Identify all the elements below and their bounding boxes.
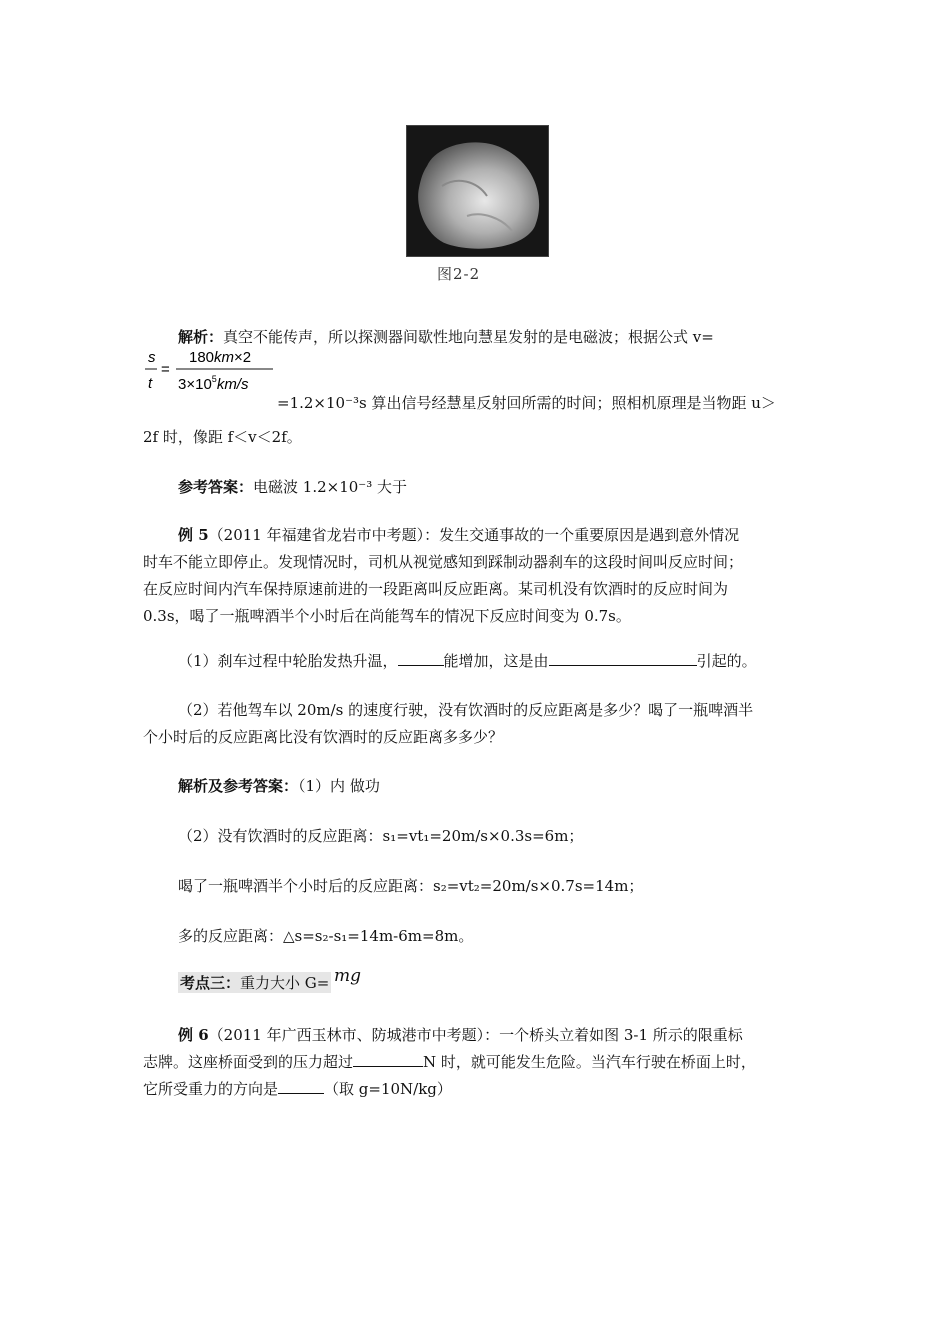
answer-label: 参考答案：	[178, 478, 254, 496]
answer5-label: 解析及参考答案：	[178, 777, 299, 795]
section-text: 重力大小 G=	[240, 974, 330, 992]
analysis-line-3: 2f 时，像距 f＜v＜2f。	[143, 428, 302, 446]
analysis-paragraph	[178, 326, 714, 347]
formula-eq: =	[161, 361, 170, 378]
comet-nucleus-graphic	[407, 126, 548, 256]
example6-line-3: 它所受重力的方向是 （取 g=10N/kg）	[143, 1080, 452, 1098]
answer5-line-4: 多的反应距离：△s=s₂-s₁=14m-6m=8m。	[178, 927, 474, 945]
formula-denominator: $3\times 10^5km/s$	[178, 374, 249, 393]
figure-caption: 图2-2	[437, 265, 481, 283]
formula-t: t	[148, 375, 153, 392]
question-2-line-1: （2）若他驾车以 20m/s 的速度行驶，没有饮酒时的反应距离是多少？喝了一瓶啤酒半	[178, 701, 754, 719]
example5-line-2: 时车不能立即停止。发现情况时，司机从视觉感知到踩制动器刹车的这段时间叫反应时间；	[143, 553, 744, 571]
example5-line-4: 0.3s，喝了一瓶啤酒半个小时后在尚能驾车的情况下反应时间变为 0.7s。	[143, 607, 631, 625]
section-label: 考点三：	[180, 974, 241, 992]
section-heading	[178, 972, 331, 993]
analysis-line-1: 真空不能传声，所以探测器间歇性地向慧星发射的是电磁波；根据公式 v=	[223, 328, 714, 346]
question-2-line-2: 个小时后的反应距离比没有饮酒时的反应距离多多少？	[143, 728, 504, 746]
analysis-line-2: =1.2×10⁻³s 算出信号经慧星反射回所需的时间；照相机原理是当物距 u＞	[277, 394, 776, 412]
example5-line-3: 在反应时间内汽车保持原速前进的一段距离叫反应距离。某司机没有饮酒时的反应时间为	[143, 580, 729, 598]
example6-label: 例 6	[178, 1026, 209, 1044]
example5-label: 例 5	[178, 526, 209, 544]
answer-paragraph	[178, 476, 407, 497]
blank-energy-cause[interactable]	[549, 651, 697, 666]
example5-line-1: 例 5（2011 年福建省龙岩市中考题）：发生交通事故的一个重要原因是遇到意外情况	[178, 526, 740, 544]
gravity-formula: mg	[334, 966, 362, 986]
analysis-label: 解析：	[178, 328, 224, 346]
question-1: （1）刹车过程中轮胎发热升温， 能增加，这是由 引起的。	[178, 652, 757, 670]
comet-image	[406, 125, 549, 257]
blank-gravity-direction[interactable]	[278, 1079, 324, 1094]
blank-energy-type[interactable]	[398, 651, 444, 666]
blank-max-force[interactable]	[353, 1052, 423, 1067]
example6-line-1: 例 6（2011 年广西玉林市、防城港市中考题）：一个桥头立着如图 3-1 所示的限重标	[178, 1026, 743, 1044]
example6-line-2: 志牌。这座桥面受到的压力超过 N 时，就可能发生危险。当汽车行驶在桥面上时，	[143, 1053, 756, 1071]
answer5-line-3: 喝了一瓶啤酒半个小时后的反应距离：s₂=vt₂=20m/s×0.7s=14m；	[178, 877, 644, 895]
speed-formula	[145, 348, 285, 402]
answer-text: 电磁波 1.2×10⁻³ 大于	[253, 478, 407, 496]
formula-s: s	[148, 349, 156, 366]
answer5-line-1: 解析及参考答案：（1）内 做功	[178, 777, 380, 795]
answer5-line-2: （2）没有饮酒时的反应距离：s₁=vt₁=20m/s×0.3s=6m；	[178, 827, 584, 845]
formula-numerator: 180km×2	[189, 349, 252, 366]
